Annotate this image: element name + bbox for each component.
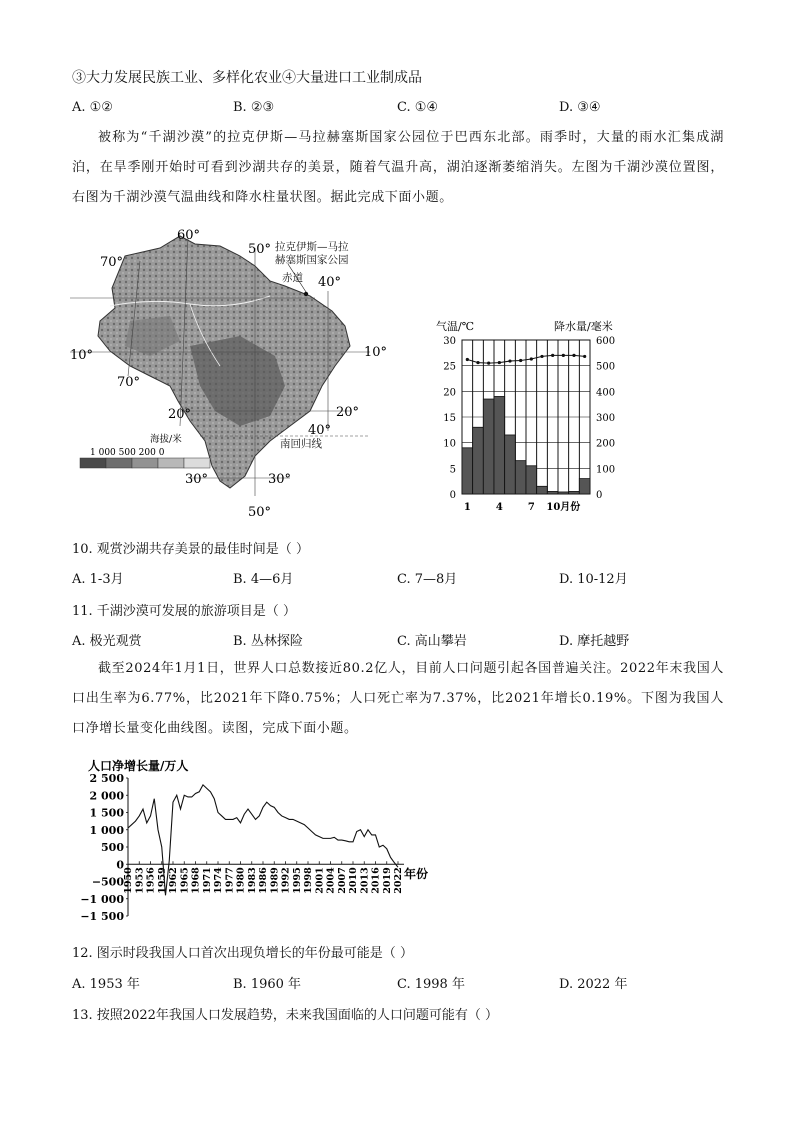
pop-x-tick: 2004 bbox=[325, 867, 337, 894]
pop-y-tick: 500 bbox=[101, 841, 124, 854]
pop-x-tick: 2007 bbox=[336, 867, 348, 894]
climate-chart bbox=[430, 318, 630, 518]
pop-x-tick: 1986 bbox=[258, 867, 269, 894]
elevation-legend-values: 1 000 500 200 0 bbox=[90, 448, 165, 458]
q12-option-d[interactable]: D. 2022 年 bbox=[559, 977, 628, 992]
climate-x-tick: 10月份 bbox=[546, 502, 581, 513]
climate-left-tick: 20 bbox=[443, 387, 456, 399]
temperature-point bbox=[540, 355, 543, 358]
q12-stem: 12. 图示时段我国人口首次出现负增长的年份最可能是（ ） bbox=[72, 946, 413, 961]
pop-x-tick: 1965 bbox=[179, 867, 191, 894]
brazil-location-map bbox=[70, 226, 400, 518]
temperature-point bbox=[476, 361, 479, 364]
pop-x-tick: 1983 bbox=[246, 867, 258, 894]
map-deg-30-right: 30° bbox=[268, 472, 292, 487]
q10-option-d[interactable]: D. 10-12月 bbox=[559, 572, 628, 587]
precipitation-bar bbox=[515, 461, 526, 494]
pop-y-tick: −1 500 bbox=[80, 910, 124, 923]
pop-x-tick: 2013 bbox=[359, 867, 371, 894]
map-deg-30-left: 30° bbox=[185, 472, 209, 487]
climate-right-tick: 600 bbox=[596, 336, 616, 347]
climate-left-tick: 5 bbox=[449, 464, 456, 476]
q10-option-c[interactable]: C. 7—8月 bbox=[397, 572, 458, 587]
q9-option-d[interactable]: D. ③④ bbox=[559, 100, 601, 115]
map-deg-60: 60° bbox=[177, 228, 201, 243]
precipitation-bar bbox=[526, 466, 537, 494]
map-deg-40b: 40° bbox=[308, 423, 332, 438]
q12-option-b[interactable]: B. 1960 年 bbox=[233, 977, 302, 992]
q10-option-b[interactable]: B. 4—6月 bbox=[233, 572, 294, 587]
map-park-label-2: 赫塞斯国家公园 bbox=[275, 254, 349, 266]
q11-option-b[interactable]: B. 丛林探险 bbox=[233, 634, 303, 649]
map-tropic-label: 南回归线 bbox=[280, 438, 322, 450]
temperature-point bbox=[466, 358, 469, 361]
pop-y-tick: 2 500 bbox=[89, 772, 124, 785]
pop-x-axis-label: 年份 bbox=[404, 867, 429, 881]
climate-right-tick: 0 bbox=[596, 490, 603, 501]
q9-option-a[interactable]: A. ①② bbox=[72, 100, 113, 115]
temperature-point bbox=[583, 355, 586, 358]
map-deg-70: 70° bbox=[100, 255, 124, 270]
temperature-point bbox=[562, 354, 565, 357]
q12-option-a[interactable]: A. 1953 年 bbox=[72, 977, 140, 992]
climate-right-tick: 500 bbox=[596, 361, 616, 373]
map-deg-20-left: 20° bbox=[168, 407, 192, 422]
temperature-point bbox=[508, 359, 511, 362]
precipitation-bar bbox=[558, 492, 569, 494]
precipitation-bar bbox=[462, 448, 473, 494]
climate-right-tick: 100 bbox=[596, 464, 616, 476]
q11-option-c[interactable]: C. 高山攀岩 bbox=[397, 634, 467, 649]
pop-x-tick: 2016 bbox=[370, 867, 382, 894]
pop-y-tick: 1 500 bbox=[89, 806, 124, 820]
precipitation-bar bbox=[505, 435, 516, 494]
map-deg-50-bottom: 50° bbox=[248, 505, 272, 520]
pop-y-tick: 0 bbox=[116, 858, 124, 872]
climate-right-tick: 400 bbox=[596, 387, 616, 399]
precipitation-bar bbox=[537, 486, 548, 494]
climate-left-tick: 25 bbox=[443, 361, 456, 373]
climate-left-tick: 30 bbox=[443, 336, 456, 347]
pop-x-tick: 1971 bbox=[201, 867, 213, 894]
climate-left-tick: 15 bbox=[443, 413, 456, 424]
temperature-point bbox=[551, 354, 554, 357]
pop-x-tick: 1974 bbox=[213, 867, 224, 894]
pop-x-tick: 2022 bbox=[393, 867, 404, 894]
precipitation-bar bbox=[494, 396, 505, 494]
temperature-point bbox=[487, 362, 490, 365]
q13-stem: 13. 按照2022年我国人口发展趋势，未来我国面临的人口问题可能有（ ） bbox=[72, 1008, 499, 1023]
precipitation-bar bbox=[473, 427, 484, 494]
q10-stem: 10. 观赏沙湖共存美景的最佳时间是（ ） bbox=[72, 542, 309, 557]
elevation-legend-bar bbox=[80, 458, 210, 468]
q9-option-b[interactable]: B. ②③ bbox=[233, 100, 275, 115]
pop-x-tick: 1995 bbox=[291, 867, 303, 894]
pop-x-tick: 1956 bbox=[145, 867, 157, 894]
climate-right-tick: 300 bbox=[596, 413, 616, 424]
map-deg-70b: 70° bbox=[117, 375, 141, 390]
q11-option-a[interactable]: A. 极光观赏 bbox=[72, 634, 142, 649]
temperature-point bbox=[519, 359, 522, 362]
passage-lake-desert: 被称为“千湖沙漠”的拉克伊斯—马拉赫塞斯国家公园位于巴西东北部。雨季时，大量的雨水汇集成湖泊，在旱季刚开始时可看到沙湖共存的美景，随着气温升高，湖泊逐渐萎缩消失。左图为千湖沙漠位置图，右图为千湖沙漠气温曲线和降水柱量状图。据此完成下面小题。 bbox=[72, 130, 724, 205]
pop-y-tick: 1 000 bbox=[89, 823, 124, 837]
pop-x-tick: 1992 bbox=[280, 867, 292, 894]
map-deg-40a: 40° bbox=[318, 275, 342, 290]
passage-population: 截至2024年1月1日，世界人口总数接近80.2亿人，目前人口问题引起各国普遍关注。2022年末我国人口出生率为6.77%，比2021年下降0.75%；人口死亡率为7.37%，比2021年增长0.19%。下图为我国人口净增长量变化曲线图。读图，完成下面小题。 bbox=[72, 661, 724, 736]
climate-left-tick: 0 bbox=[449, 490, 456, 501]
climate-x-tick: 4 bbox=[495, 502, 503, 513]
pop-x-tick: 1968 bbox=[190, 867, 202, 894]
precipitation-bar bbox=[569, 491, 580, 494]
climate-x-tick: 7 bbox=[527, 502, 535, 513]
map-equator-label: 赤道 bbox=[282, 272, 303, 284]
pop-y-tick: −500 bbox=[91, 875, 124, 889]
temperature-point bbox=[498, 361, 501, 364]
map-park-label-1: 拉克伊斯—马拉 bbox=[275, 241, 349, 253]
pop-y-tick: −1 000 bbox=[80, 892, 124, 906]
continued-options-line: ③大力发展民族工业、多样化农业④大量进口工业制成品 bbox=[72, 70, 422, 86]
climate-x-tick: 1 bbox=[463, 502, 471, 513]
q9-option-c[interactable]: C. ①④ bbox=[397, 100, 439, 115]
temperature-point bbox=[572, 354, 575, 357]
population-growth-chart bbox=[80, 756, 466, 926]
pop-x-tick: 1977 bbox=[224, 867, 236, 894]
climate-right-axis-label: 降水量/毫米 bbox=[554, 320, 613, 333]
q10-option-a[interactable]: A. 1-3月 bbox=[72, 572, 124, 587]
q11-stem: 11. 千湖沙漠可发展的旅游项目是（ ） bbox=[72, 604, 296, 619]
climate-left-tick: 10 bbox=[443, 438, 456, 450]
elevation-legend-title: 海拔/米 bbox=[150, 434, 182, 445]
q11-option-d[interactable]: D. 摩托越野 bbox=[559, 634, 630, 649]
map-deg-20-right: 20° bbox=[336, 405, 360, 420]
pop-y-axis-label: 人口净增长量/万人 bbox=[88, 759, 189, 773]
precipitation-bar bbox=[547, 491, 558, 494]
climate-left-axis-label: 气温/℃ bbox=[436, 320, 475, 333]
pop-x-tick: 2010 bbox=[348, 867, 359, 894]
pop-y-tick: 2 000 bbox=[89, 789, 124, 803]
pop-x-tick: 1953 bbox=[134, 867, 146, 894]
pop-x-tick: 1980 bbox=[235, 867, 247, 894]
pop-x-tick: 1959 bbox=[156, 867, 168, 894]
q12-option-c[interactable]: C. 1998 年 bbox=[397, 977, 465, 992]
pop-x-tick: 1998 bbox=[303, 867, 314, 894]
pop-x-tick: 1950 bbox=[123, 867, 134, 894]
pop-x-tick: 1962 bbox=[168, 867, 179, 894]
pop-x-tick: 2001 bbox=[314, 867, 326, 894]
pop-x-tick: 2019 bbox=[381, 867, 393, 894]
temperature-point bbox=[530, 357, 533, 360]
climate-right-tick: 200 bbox=[596, 438, 616, 450]
map-deg-10-right: 10° bbox=[364, 345, 388, 360]
precipitation-bar bbox=[483, 399, 494, 494]
map-deg-50-top: 50° bbox=[248, 242, 272, 257]
precipitation-bar bbox=[579, 479, 590, 494]
pop-x-tick: 1989 bbox=[269, 867, 281, 894]
map-deg-10-left: 10° bbox=[70, 348, 94, 363]
park-location-marker bbox=[304, 292, 308, 296]
